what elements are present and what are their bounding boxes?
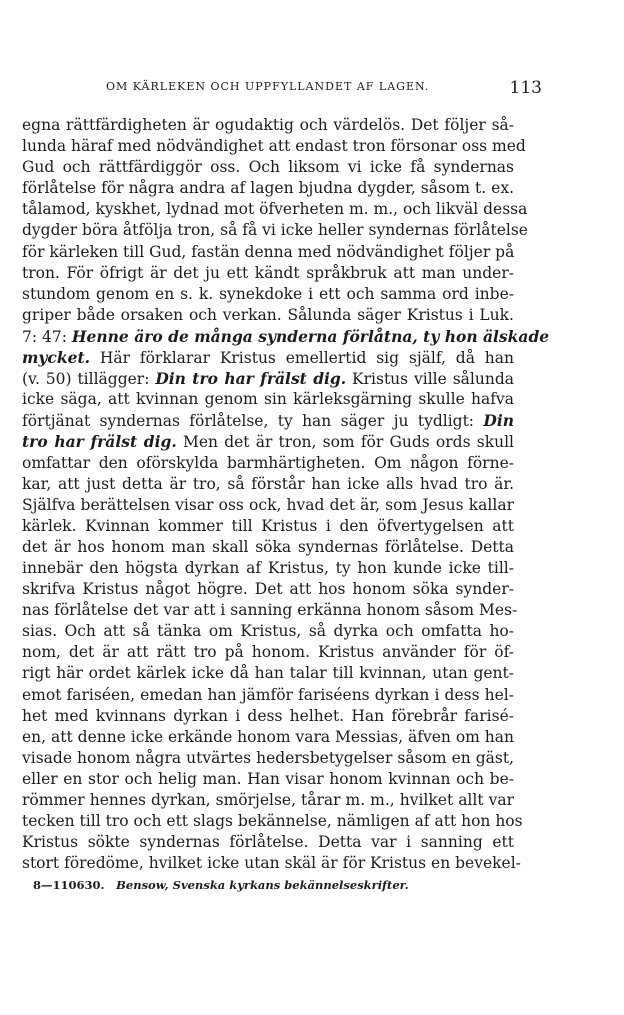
text-line bbox=[22, 410, 514, 431]
text-segment: Gud och rättfärdiggör oss. Och liksom vi icke få syndernas bbox=[22, 158, 514, 177]
text-segment: het med kvinnans dyrkan i dess helhet. Han förebrår farisé- bbox=[22, 706, 514, 725]
text-segment: rigt här ordet kärlek icke då han talar till kvinnan, utan gent- bbox=[22, 664, 514, 683]
text-segment: nom, det är att rätt tro på honom. Kristus använder för öf- bbox=[22, 643, 514, 662]
text-line bbox=[22, 495, 514, 516]
text-segment: emot fariséen, emedan han jämför fariséens dyrkan i dess hel- bbox=[22, 685, 514, 704]
text-line bbox=[22, 748, 514, 769]
text-line bbox=[22, 600, 518, 621]
text-line bbox=[22, 621, 514, 642]
text-line bbox=[22, 305, 514, 326]
text-segment: för kärleken till Gud, fastän denna med nödvändighet följer på bbox=[22, 242, 515, 261]
text-segment: egna rättfärdigheten är ogudaktig och värdelös. Det följer så- bbox=[22, 116, 514, 134]
text-segment: Kristus sökte syndernas förlåtelse. Detta var i sanning ett bbox=[22, 833, 514, 852]
text-segment: Men det är tron, som för Guds ords skull bbox=[176, 433, 514, 452]
text-line bbox=[22, 811, 523, 832]
italic-scripture-quote: Din tro har frälst dig. bbox=[155, 369, 347, 389]
text-segment: icke säga, att kvinnan genom sin kärleksgärning skulle hafva bbox=[22, 390, 514, 409]
text-line bbox=[22, 474, 514, 495]
text-line bbox=[22, 136, 526, 157]
text-line bbox=[22, 727, 514, 748]
text-line bbox=[22, 558, 514, 579]
text-line bbox=[22, 579, 514, 600]
text-segment: 7: 47: bbox=[22, 327, 72, 346]
text-segment: griper både orsaken och verkan. Sålunda säger Kristus i Luk. bbox=[22, 305, 514, 324]
text-line bbox=[22, 242, 514, 263]
text-segment: förtjänat syndernas förlåtelse, ty han säger ju tydligt: bbox=[22, 412, 484, 431]
page-header bbox=[22, 78, 542, 100]
text-segment: eller en stor och helig man. Han visar honom kvinnan och be- bbox=[22, 769, 514, 788]
text-line bbox=[22, 453, 514, 474]
text-line bbox=[22, 853, 521, 874]
text-segment: dygder böra åtfölja tron, så få vi icke heller syndernas förlåtelse bbox=[22, 221, 528, 240]
text-segment: lunda häraf med nödvändighet att endast tron försonar oss med bbox=[22, 137, 526, 156]
page-number: 113 bbox=[509, 78, 542, 98]
text-line bbox=[22, 790, 514, 811]
text-segment: römmer hennes dyrkan, smörjelse, tårar m. m., hvilket allt var bbox=[22, 791, 514, 809]
printer-signature: 8—110630. bbox=[33, 878, 105, 892]
text-segment: Själfva berättelsen visar oss ock, hvad det är, som Jesus kallar bbox=[22, 495, 514, 514]
text-segment: kärlek. Kvinnan kommer till Kristus i den öfvertygelsen att bbox=[22, 516, 514, 535]
text-segment: tecken till tro och ett slags bekännelse, nämligen af att hon hos bbox=[22, 812, 523, 831]
text-line bbox=[22, 347, 514, 368]
text-line bbox=[22, 516, 514, 537]
text-segment: skrifva Kristus något högre. Det att hos honom söka synder- bbox=[22, 580, 514, 599]
text-line bbox=[22, 220, 528, 241]
text-segment: tron. För öfrigt är det ju ett kändt språkbruk att man under- bbox=[22, 263, 514, 282]
text-line bbox=[22, 685, 514, 706]
text-segment: en, att denne icke erkände honom vara Messias, äfven om han bbox=[22, 727, 514, 746]
text-segment: (v. 50) tillägger: bbox=[22, 370, 156, 389]
text-segment: nas förlåtelse det var att i sanning erkänna honom såsom Mes- bbox=[22, 601, 518, 620]
text-segment: innebär den högsta dyrkan af Kristus, ty hon kunde icke till- bbox=[22, 558, 514, 577]
text-line bbox=[22, 178, 514, 199]
text-line bbox=[22, 115, 514, 136]
text-segment: omfattar den oförskylda barmhärtigheten. Om någon förne- bbox=[22, 453, 514, 472]
text-segment: kar, att just detta är tro, så förstår han icke alls hvad tro är. bbox=[22, 474, 514, 493]
italic-scripture-quote: mycket. bbox=[22, 348, 91, 368]
text-line bbox=[22, 642, 514, 663]
body-text bbox=[22, 115, 550, 874]
italic-scripture-quote: Henne äro de många synderna förlåtna, ty hon älskade bbox=[71, 326, 550, 346]
text-line bbox=[22, 284, 514, 305]
text-line bbox=[22, 769, 514, 790]
text-line bbox=[22, 263, 514, 284]
text-segment: förlåtelse för några andra af lagen bjudna dygder, såsom t. ex. bbox=[22, 179, 514, 198]
text-line bbox=[22, 368, 514, 389]
text-segment: det är hos honom man skall söka syndernas förlåtelse. Detta bbox=[22, 537, 514, 556]
text-segment: tålamod, kyskhet, lydnad mot öfverheten m. m., och likväl dessa bbox=[22, 200, 528, 219]
source-citation: Bensow, Svenska kyrkans bekännelseskrifter. bbox=[116, 878, 409, 892]
footer-note bbox=[33, 878, 409, 892]
text-segment: Här förklarar Kristus emellertid sig själf, då han bbox=[90, 349, 514, 368]
text-segment: stundom genom en s. k. synekdoke i ett och samma ord inbe- bbox=[22, 284, 514, 303]
text-segment: visade honom några utvärtes hedersbetygelser såsom en gäst, bbox=[22, 748, 514, 767]
text-line bbox=[22, 326, 550, 347]
text-line bbox=[22, 537, 514, 558]
text-line bbox=[22, 157, 514, 178]
text-segment: Kristus ville sålunda bbox=[346, 370, 514, 389]
text-line bbox=[22, 389, 514, 410]
text-line bbox=[22, 199, 528, 220]
text-line bbox=[22, 431, 514, 452]
text-line bbox=[22, 706, 514, 727]
text-segment: stort föredöme, hvilket icke utan skäl är för Kristus en bevekel- bbox=[22, 854, 521, 873]
running-head: OM KÄRLEKEN OCH UPPFYLLANDET AF LAGEN. bbox=[106, 80, 430, 93]
text-segment: sias. Och att så tänka om Kristus, så dyrka och omfatta ho- bbox=[22, 622, 514, 641]
italic-scripture-quote: Din bbox=[483, 411, 514, 431]
text-line bbox=[22, 832, 514, 853]
text-line bbox=[22, 663, 514, 684]
italic-scripture-quote: tro har frälst dig. bbox=[22, 432, 177, 452]
